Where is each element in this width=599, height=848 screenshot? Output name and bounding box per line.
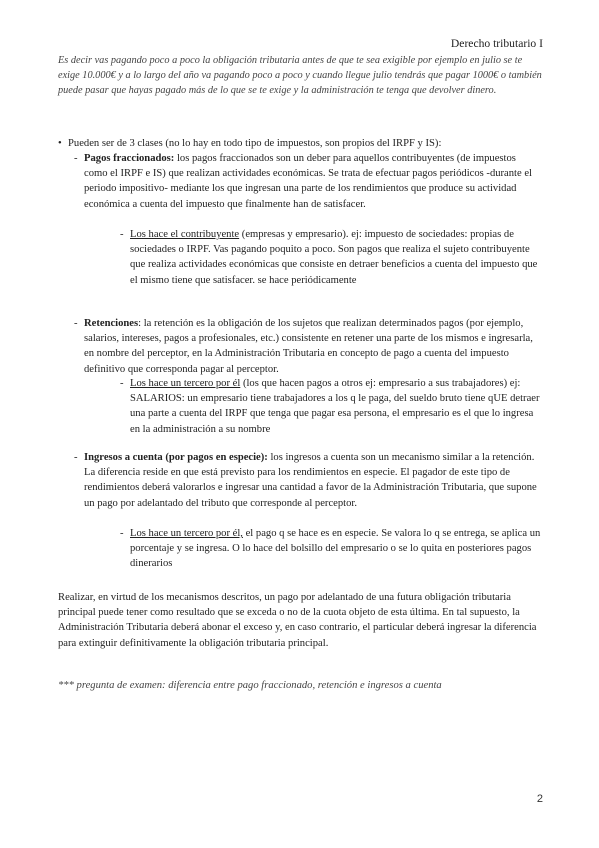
subpoint-underlined: Los hace un tercero por él xyxy=(130,378,241,389)
dash-icon: - xyxy=(120,528,124,539)
subpoint-ingresos-a-cuenta xyxy=(120,526,542,572)
section-title: Retenciones xyxy=(84,318,139,329)
subpoint-underlined: Los hace el contribuyente xyxy=(130,229,240,240)
exam-note: *** pregunta de examen: diferencia entre pago fraccionado, retención e ingresos a cuenta xyxy=(58,680,442,691)
section-body: los ingresos a cuenta son un mecanismo similar a la retención. La diferencia reside en que está previsto para los rendimientos en especie. El pagador de este tipo de rendimientos deberá valorarlos e ingresar una cantidad a favor de la Administración Tributaria, que supone un pago por adelantado del tributo que corresponde al perceptor. xyxy=(84,452,537,509)
intro-paragraph: Es decir vas pagando poco a poco la obligación tributaria antes de que te sea exigible por ejemplo en julio se te exige 10.000€ y a lo largo del año va pagando poco a poco y cuando llegue julio tendrás que pagar 1000€ o también puede pasar que hayas pagado más de lo que se te exige y la administración te tenga que devolver dinero. xyxy=(58,55,542,96)
section-title: Ingresos a cuenta (por pagos en especie): xyxy=(84,452,268,463)
section-ingresos-a-cuenta xyxy=(74,450,542,511)
running-header: Derecho tributario I xyxy=(450,37,543,50)
section-retenciones xyxy=(74,316,542,377)
bullet-icon: • xyxy=(58,138,62,149)
subpoint-body: (los que hacen pagos a otros ej: empresario a sus trabajadores) ej: SALARIOS: un empresario tiene trabajadores a los q le paga, del sueldo bruto tiene qUE detraer una parte a cuenta del IRPF que tenga que pagar esa persona, el empresario es el que lo ingresa en la administración a su nombre xyxy=(130,378,540,435)
closing-paragraph: Realizar, en virtud de los mecanismos descritos, un pago por adelantado de una futura obligación tributaria principal puede tener como resultado que se exceda o no de la cuota objeto de esta última. En tal supuesto, la Administración Tributaria deberá abonar el exceso y, en caso contrario, el particular deberá ingresar la diferencia para extinguir definitivamente la obligación tributaria principal. xyxy=(58,592,537,649)
dash-icon: - xyxy=(120,229,124,240)
dash-icon: - xyxy=(74,452,78,463)
section-body: los pagos fraccionados son un deber para aquellos contribuyentes (de impuestos como el IRPF e IS) que realizan actividades económicas. Se trata de efectuar pagos periódicos -durante el periodo impositivo- mediante los que ingresan una parte de los rendimientos que produce su actividad económica a cuenta del impuesto que finalmente han de satisfacer. xyxy=(84,153,532,210)
subpoint-body: (empresas y empresario). ej: impuesto de sociedades: propias de sociedades o IRPF. Vas pagando poquito a poco. Son pagos que realiza el sujeto contribuyente que realiza actividades económicas que consiste en detraer beneficios a cuenta del impuesto que el mismo tiene que satisfacer. se hace periódicamente xyxy=(130,229,538,286)
dash-icon: - xyxy=(74,153,78,164)
section-body: : la retención es la obligación de los sujetos que realizan determinados pagos (por ejemplo, salarios, intereses, pagos a profesionales, etc.) consistente en retener una parte de los mismos e ingresarla, en nombre del perceptor, en la Administración Tributaria en concepto de pago a cuenta del impuesto definitivo que corresponda pagar al perceptor. xyxy=(84,318,533,375)
page-number: 2 xyxy=(536,793,543,805)
subpoint-retenciones xyxy=(120,376,542,437)
section-title: Pagos fraccionados: xyxy=(84,153,175,164)
subpoint-underlined: Los hace un tercero por él, xyxy=(130,528,243,539)
main-bullet-text: Pueden ser de 3 clases (no lo hay en todo tipo de impuestos, son propios del IRPF y IS): xyxy=(68,138,442,149)
subpoint-pagos-fraccionados xyxy=(120,227,542,288)
main-bullet xyxy=(58,136,542,151)
section-pagos-fraccionados xyxy=(74,151,542,212)
dash-icon: - xyxy=(120,378,124,389)
dash-icon: - xyxy=(74,318,78,329)
subpoint-body: el pago q se hace es en especie. Se valora lo q se entrega, se aplica un porcentaje y se ingresa. O lo hace del bolsillo del empresario o se lo quita en posteriores pagos dinerarios xyxy=(130,528,541,570)
